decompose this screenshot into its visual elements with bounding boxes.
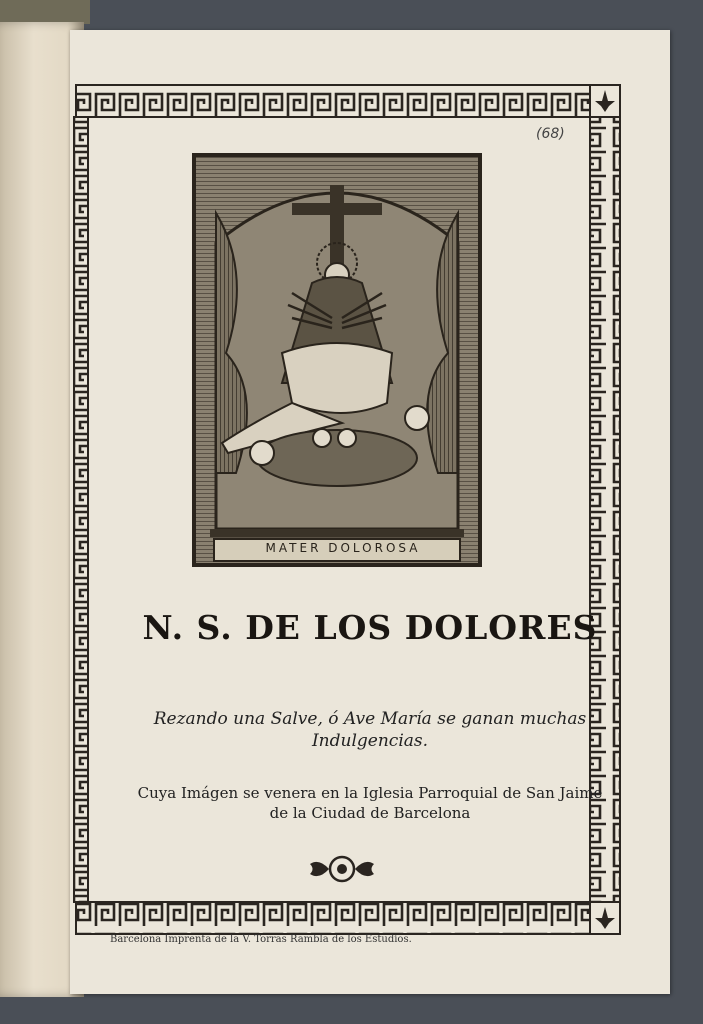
mater-dolorosa-engraving xyxy=(192,153,482,567)
printer-imprint: Barcelona Imprenta de la V. Torras Rambla de los Estudios. xyxy=(110,934,412,945)
page-title: N. S. DE LOS DOLORES xyxy=(142,608,598,647)
location-line: de la Ciudad de Barcelona xyxy=(269,804,471,822)
location-text xyxy=(100,783,640,823)
location-line: Cuya Imágen se venera en la Iglesia Parroquial de San Jaime xyxy=(137,784,603,802)
indulgence-text xyxy=(110,708,630,752)
corner-rosette-icon xyxy=(590,902,620,934)
plate-caption: MATER DOLOROSA xyxy=(265,541,421,555)
subtitle-line: Rezando una Salve, ó Ave María se ganan muchas xyxy=(153,709,587,729)
book-edge-strip xyxy=(0,0,90,24)
manuscript-number: (68) xyxy=(536,126,565,142)
subtitle-line: Indulgencias. xyxy=(311,731,429,751)
corner-rosette-icon xyxy=(590,85,620,117)
floral-ornament-icon xyxy=(307,852,377,886)
printed-page xyxy=(70,30,670,994)
